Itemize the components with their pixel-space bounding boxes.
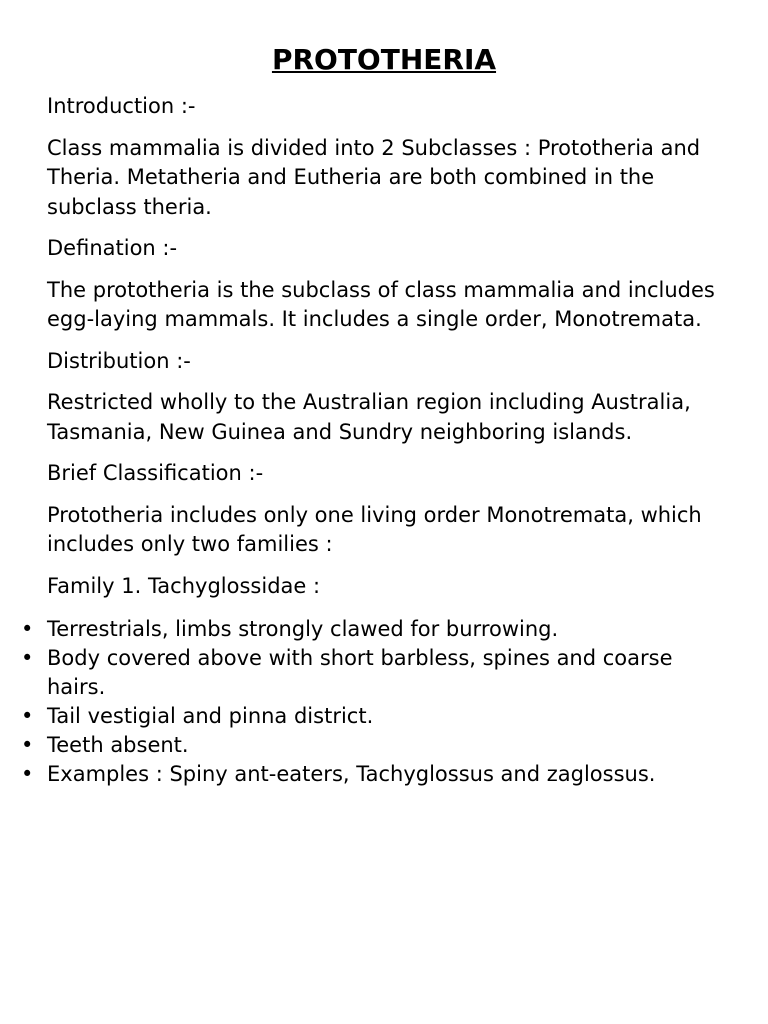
section-heading-distribution: Distribution :- [47, 348, 191, 373]
list-item-text: Examples : Spiny ant-eaters, Tachyglossus and zaglossus. [47, 762, 656, 786]
section-heading-classification: Brief Classification :- [47, 461, 264, 485]
list-item [21, 702, 728, 731]
list-item-text: Tail vestigial and pinna district. [47, 704, 374, 728]
section-heading-definition: Defination :- [47, 236, 178, 260]
list-item [21, 644, 728, 702]
bullet-dot: • [21, 733, 34, 757]
list-item [21, 760, 728, 789]
family-heading: Family 1. Tachyglossidae : [47, 573, 321, 598]
bullet-dot: • [21, 704, 34, 728]
section-body-introduction: Class mammalia is divided into 2 Subclasses : Prototheria and Theria. Metatheria and Eutheria are both combined in the subclass theria. [47, 135, 701, 219]
bullet-dot: • [21, 646, 34, 670]
list-item-text: Terrestrials, limbs strongly clawed for burrowing. [47, 617, 559, 641]
section-body-definition: The prototheria is the subclass of class mammalia and includes egg-laying mammals. It includes a single order, Monotremata. [47, 277, 715, 331]
section-body-distribution: Restricted wholly to the Australian region including Australia, Tasmania, New Guinea and Sundry neighboring islands. [47, 390, 691, 444]
list-item-text: Body covered above with short barbless, spines and coarse hairs. [47, 646, 673, 699]
section-body-classification: Prototheria includes only one living order Monotremata, which includes only two families : [47, 502, 702, 556]
list-item [21, 731, 728, 760]
list-item [21, 615, 728, 644]
bullet-dot: • [21, 617, 34, 641]
section-heading-introduction: Introduction :- [47, 94, 196, 118]
list-item-text: Teeth absent. [47, 733, 189, 757]
bullet-dot: • [21, 762, 34, 786]
page-title: PROTOTHERIA [271, 43, 497, 76]
family-traits-list [21, 615, 728, 789]
